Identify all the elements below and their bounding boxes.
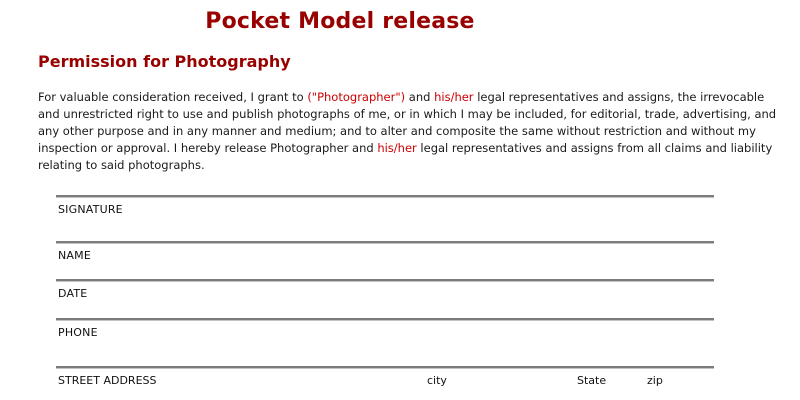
phone-label: PHONE [58, 326, 98, 339]
state-label: State [577, 374, 607, 387]
section-heading: Permission for Photography [38, 52, 291, 71]
name-line [56, 241, 714, 244]
release-text-part3: legal representatives and assigns, the irrevocable and unrestricted right to use and publish photographs of me, or in which I may be included, for editorial, trade, advertising, and any other purpose and in any manner and medium; and to alter and composite the same without restriction and without my inspection or approval. I hereby release Photographer and [38, 90, 777, 155]
signature-field [56, 195, 714, 216]
zip-label: zip [647, 374, 663, 387]
name-label: NAME [58, 249, 91, 262]
photographer-placeholder: ("Photographer") [307, 90, 406, 104]
his-her-highlight-1: his/her [434, 90, 474, 104]
release-text-part2: and [405, 90, 435, 104]
release-text [38, 89, 778, 174]
signature-line [56, 195, 714, 198]
street-address-field [56, 366, 714, 387]
street-address-label-row [56, 369, 714, 387]
city-label: city [427, 374, 447, 387]
signature-label: SIGNATURE [58, 203, 123, 216]
date-label: DATE [58, 287, 88, 300]
release-text-part1: For valuable consideration received, I grant to [38, 90, 308, 104]
name-field [56, 241, 714, 262]
release-text-part4: legal representatives and assigns from all claims and liability relating to said photographs. [38, 141, 773, 172]
phone-field [56, 318, 714, 339]
his-her-highlight-2: his/her [377, 141, 417, 155]
phone-line [56, 318, 714, 321]
date-field [56, 279, 714, 300]
page-title: Pocket Model release [205, 9, 475, 34]
street-address-label: STREET ADDRESS [58, 374, 157, 387]
date-line [56, 279, 714, 282]
